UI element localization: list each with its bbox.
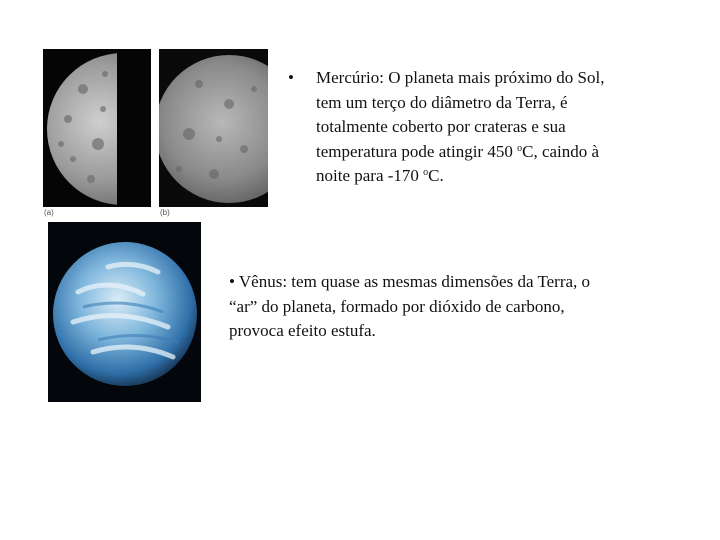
mercury-line-3: totalmente coberto por crateras e sua xyxy=(316,117,566,136)
venus-line-3: provoca efeito estufa. xyxy=(229,321,376,340)
mercury-line-5: noite para -170 $^o$C. xyxy=(316,166,444,185)
venus-bullet-text xyxy=(229,270,669,344)
mercury-photo-a xyxy=(43,49,151,207)
mercury-photo-b xyxy=(159,49,268,207)
mercury-line-2: tem um terço do diâmetro da Terra, é xyxy=(316,92,568,112)
caption-a: (a) xyxy=(44,208,54,217)
mercury-line-1: Mercúrio: O planeta mais próximo do Sol, xyxy=(316,68,605,87)
bullet-marker: • xyxy=(288,68,294,87)
mercury-line-4: temperatura pode atingir 450 $^o$C, caindo à xyxy=(316,141,600,161)
caption-b: (b) xyxy=(160,208,170,217)
venus-line-1: • Vênus: tem quase as mesmas dimensões da Terra, o xyxy=(229,272,591,291)
venus-line-2: “ar” do planeta, formado por dióxido de carbono, xyxy=(229,296,565,316)
venus-photo xyxy=(48,222,201,402)
